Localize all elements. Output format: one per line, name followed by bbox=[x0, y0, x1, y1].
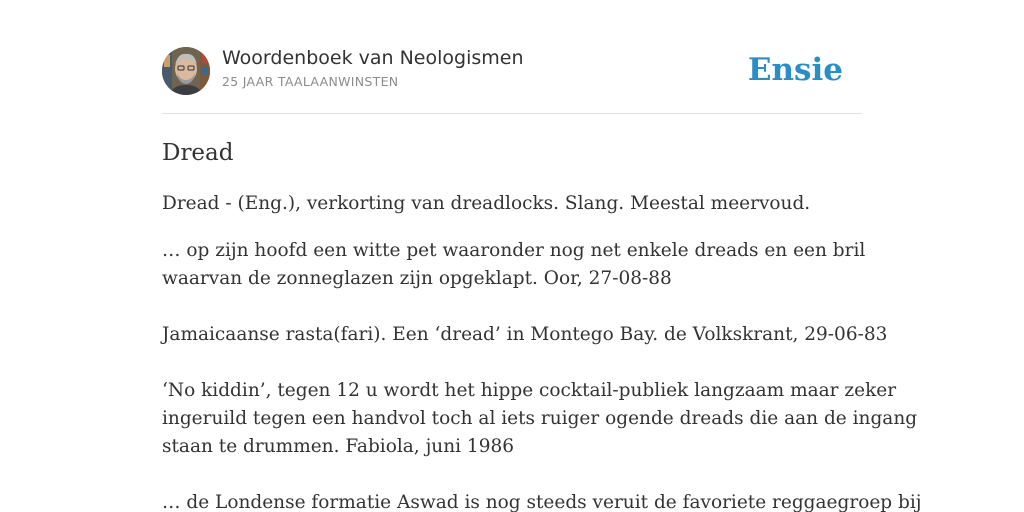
quote-line: ingeruild tegen een handvol toch al iets ruiger ogende dreads die aan de ingang bbox=[162, 408, 918, 429]
entry-title: Dread bbox=[162, 140, 234, 166]
avatar-portrait-image bbox=[162, 47, 210, 95]
ensie-logo-link[interactable]: Ensie bbox=[747, 52, 843, 88]
quote-item bbox=[162, 321, 888, 349]
quote-line: ‘No kiddin’, tegen 12 u wordt het hippe cocktail-publiek langzaam maar zeker bbox=[162, 380, 897, 401]
quote-line: staan te drummen. Fabiola, juni 1986 bbox=[162, 436, 515, 457]
quote-line: … de Londense formatie Aswad is nog steeds veruit de favoriete reggaegroep bij bbox=[162, 492, 922, 512]
header-divider bbox=[162, 113, 862, 114]
quote-line: waarvan de zonneglazen zijn opgeklapt. Oor, 27-08-88 bbox=[162, 268, 672, 289]
quote-item bbox=[162, 377, 918, 461]
entry-definition: Dread - (Eng.), verkorting van dreadlocks. Slang. Meestal meervoud. bbox=[162, 193, 811, 214]
site-title[interactable]: Woordenboek van Neologismen bbox=[222, 47, 524, 69]
author-avatar[interactable] bbox=[162, 47, 210, 95]
quote-item bbox=[162, 237, 866, 293]
quote-item bbox=[162, 489, 922, 512]
quotes-list bbox=[162, 237, 922, 512]
site-header bbox=[162, 46, 862, 96]
quote-line: … op zijn hoofd een witte pet waaronder nog net enkele dreads en een bril bbox=[162, 240, 866, 261]
quote-line: Jamaicaanse rasta(fari). Een ‘dread’ in Montego Bay. de Volkskrant, 29-06-83 bbox=[162, 324, 888, 345]
site-subtitle: 25 JAAR TAALAANWINSTEN bbox=[222, 74, 399, 89]
